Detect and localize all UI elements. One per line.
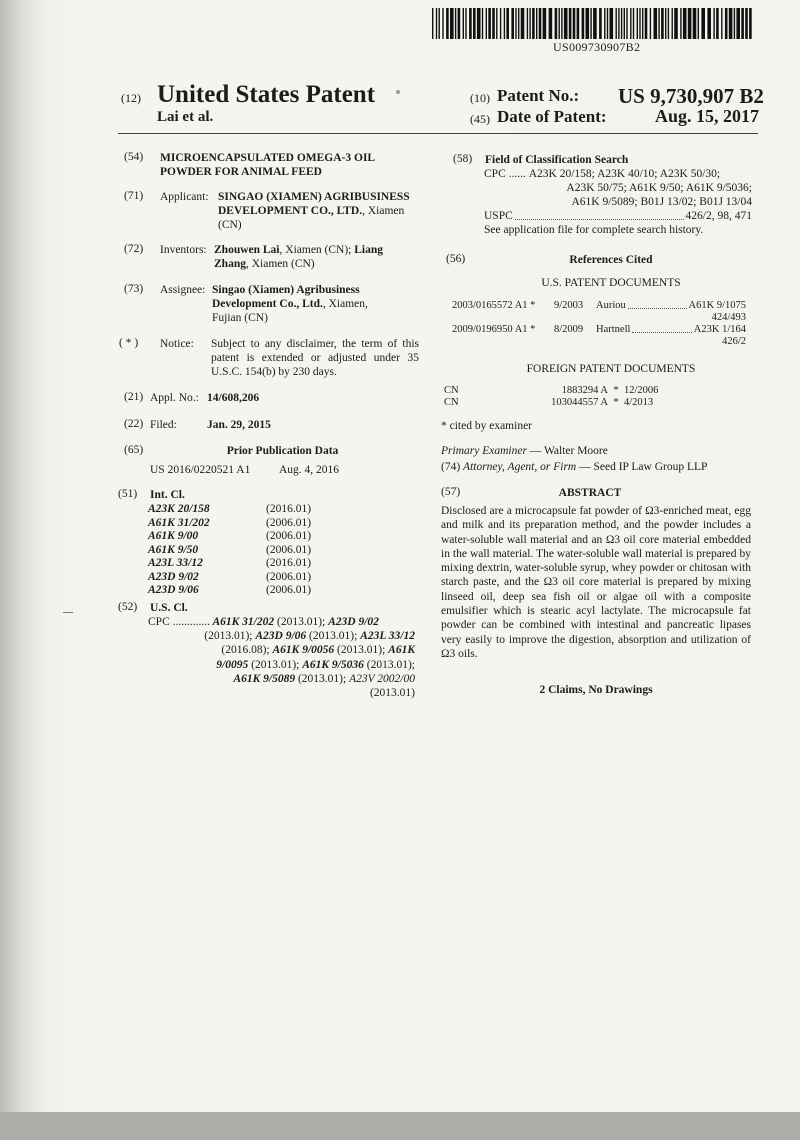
barcode-bar	[668, 8, 669, 39]
us-doc-class: A23K 1/164	[693, 324, 746, 335]
code-51: (51)	[118, 488, 138, 500]
barcode-bar	[683, 8, 687, 39]
us-cl-code: A23D 9/02	[328, 616, 379, 628]
int-cl-class: A23L 33/12	[148, 557, 203, 569]
barcode-bar	[639, 8, 640, 39]
barcode-bar	[458, 8, 461, 39]
code-58: (58)	[453, 153, 473, 165]
applicant-name: SINGAO (XIAMEN) AGRIBUSINESS DEVELOPMENT CO., LTD.	[218, 191, 410, 217]
barcode-bar	[661, 8, 664, 39]
barcode	[432, 8, 754, 39]
int-cl-row	[148, 543, 311, 557]
date-label: Date of Patent:	[497, 107, 607, 126]
barcode-bar	[482, 8, 483, 39]
prior-publication-heading: Prior Publication Data	[226, 445, 339, 457]
prior-publication-date: Aug. 4, 2016	[279, 464, 340, 476]
scanner-edge	[0, 1112, 800, 1140]
appl-no: 14/608,206	[207, 392, 260, 404]
foreign-doc-date: 12/2006	[624, 385, 659, 396]
code-21: (21)	[124, 391, 144, 403]
abstract-heading: ABSTRACT	[558, 487, 622, 499]
barcode-bar	[707, 8, 711, 39]
publication-number: US009730907B2	[553, 40, 641, 54]
code-12: (12)	[121, 91, 141, 105]
foreign-doc-number: 1883294 A	[561, 385, 608, 396]
attorney-label: Attorney, Agent, or Firm	[463, 461, 577, 473]
barcode-bar	[650, 8, 651, 39]
int-cl-version: (2006.01)	[266, 516, 312, 529]
prior-publication-number: US 2016/0220521 A1	[150, 464, 251, 476]
int-cl-class: A23K 20/158	[148, 503, 210, 515]
barcode-bar	[586, 8, 590, 39]
int-cl-version: (2016.01)	[266, 503, 312, 515]
barcode-bar	[432, 8, 433, 39]
int-cl-version: (2016.01)	[266, 557, 312, 569]
barcode-bar	[658, 8, 659, 39]
assignee-label: Assignee:	[160, 284, 206, 296]
barcode-bar	[492, 8, 495, 39]
barcode-bar	[559, 8, 560, 39]
us-doc-row	[452, 324, 746, 336]
int-cl-class: A23D 9/02	[148, 570, 199, 583]
barcode-bar	[488, 8, 491, 39]
code-54: (54)	[124, 151, 144, 163]
barcode-bar	[549, 8, 553, 39]
barcode-bar	[573, 8, 576, 39]
inventor-1: Zhouwen Lai	[214, 244, 280, 256]
cpc-dots: ......	[508, 168, 526, 180]
barcode-bar	[745, 8, 748, 39]
inventor-2-location: , Xiamen (CN)	[245, 258, 315, 270]
references-heading: References Cited	[569, 254, 653, 266]
us-doc-dots	[632, 324, 691, 333]
code-22: (22)	[124, 418, 144, 430]
us-doc-row	[452, 300, 746, 312]
int-cl-class: A61K 9/50	[148, 543, 199, 556]
barcode-bar	[590, 8, 591, 39]
barcode-bar	[506, 8, 509, 39]
us-docs-list	[452, 300, 746, 348]
int-cl-label: Int. Cl.	[150, 489, 185, 501]
barcode-bar	[477, 8, 481, 39]
code-72: (72)	[124, 243, 144, 255]
cpc-line: A61K 9/5089; B01J 13/02; B01J 13/04	[571, 196, 752, 208]
inventors-label: Inventors:	[160, 244, 207, 256]
barcode-bar	[463, 8, 464, 39]
code-45: (45)	[470, 112, 490, 126]
barcode-bar	[734, 8, 735, 39]
foreign-doc-mark: *	[613, 385, 619, 396]
code-71: (71)	[124, 190, 144, 202]
us-doc-dots	[628, 300, 687, 309]
code-56: (56)	[446, 253, 466, 265]
header-inventor: Lai et al.	[157, 109, 214, 125]
us-doc-class-2: 424/493	[711, 312, 746, 323]
us-doc-name: Hartnell	[596, 324, 631, 335]
barcode-bar	[465, 8, 466, 39]
barcode-bar	[529, 8, 530, 39]
code-notice: ( * )	[119, 337, 139, 349]
foreign-doc-mark: *	[613, 397, 619, 408]
us-cl-ver: (2013.01)	[369, 687, 415, 700]
barcode-bar	[604, 8, 605, 39]
assignee-name: Singao (Xiamen) Agribusiness Development Co., Ltd.	[212, 284, 360, 310]
foreign-doc-country: CN	[444, 385, 459, 396]
foreign-docs-heading: FOREIGN PATENT DOCUMENTS	[526, 363, 696, 375]
barcode-bar	[645, 8, 648, 39]
scan-speck	[396, 90, 400, 94]
code-65: (65)	[124, 444, 144, 456]
us-cl-ver: (2013.01);	[306, 630, 361, 643]
barcode-bar	[496, 8, 497, 39]
cpc-line: A23K 20/158; A23K 40/10; A23K 50/30;	[528, 168, 721, 180]
barcode-bar	[698, 8, 699, 39]
int-cl-list	[148, 502, 311, 597]
applicant-location: , Xiamen (CN)	[218, 205, 405, 231]
barcode-bar	[469, 8, 472, 39]
us-cl-ver: (2016.08);	[221, 644, 273, 657]
barcode-bar	[621, 8, 622, 39]
barcode-bar	[527, 8, 528, 39]
barcode-bar	[701, 8, 705, 39]
barcode-bar	[593, 8, 597, 39]
filed-date: Jan. 29, 2015	[207, 419, 271, 431]
us-cl-code: A23V 2002/00	[349, 672, 415, 685]
int-cl-version: (2006.01)	[266, 570, 312, 583]
barcode-bar	[582, 8, 585, 39]
code-57: (57)	[441, 486, 461, 498]
us-cl-code: A61K 9/0056	[272, 644, 335, 657]
barcode-bar	[536, 8, 537, 39]
barcode-bar	[504, 8, 505, 39]
barcode-bar	[515, 8, 516, 39]
barcode-bar	[607, 8, 608, 39]
us-cl-ver: (2013.01);	[334, 644, 389, 657]
us-doc-class-2: 426/2	[722, 336, 746, 347]
barcode-bar	[693, 8, 697, 39]
us-cl-cpc-label: CPC	[148, 616, 170, 628]
us-cl-ver: (2013.01);	[248, 658, 303, 671]
examiner-name: — Walter Moore	[526, 445, 608, 457]
barcode-bar	[672, 8, 673, 39]
cpc-label: CPC	[484, 168, 506, 180]
us-doc-class: A61K 9/1075	[688, 300, 746, 311]
barcode-bar	[577, 8, 580, 39]
us-cl-block	[148, 615, 415, 700]
barcode-bar	[741, 8, 744, 39]
barcode-bar	[618, 8, 619, 39]
barcode-bar	[642, 8, 643, 39]
examiner-label: Primary Examiner	[441, 445, 527, 457]
code-74: (74)	[441, 461, 461, 473]
invention-title: MICROENCAPSULATED OMEGA-3 OIL POWDER FOR ANIMAL FEED	[160, 152, 375, 178]
barcode-bar	[654, 8, 658, 39]
us-cl-code: A61K 31/202	[210, 616, 275, 628]
barcode-bar	[455, 8, 456, 39]
us-cl-code: A23D 9/06	[255, 630, 307, 643]
barcode-bar	[680, 8, 681, 39]
us-cl-code: A61K 9/5036	[302, 658, 364, 671]
us-cl-ver: (2013.01);	[295, 672, 350, 685]
patent-no-label: Patent No.:	[497, 86, 580, 105]
attorney	[441, 460, 707, 474]
barcode-bar	[518, 8, 519, 39]
barcode-bar	[674, 8, 678, 39]
foreign-doc-row	[444, 385, 664, 397]
filed-label: Filed:	[150, 419, 177, 431]
barcode-bar	[626, 8, 627, 39]
inventors	[214, 243, 414, 271]
barcode-bar	[610, 8, 614, 39]
barcode-bar	[521, 8, 525, 39]
barcode-bar	[561, 8, 562, 39]
us-cl-ver: (2013.01);	[204, 630, 256, 643]
barcode-bar	[665, 8, 666, 39]
patent-number: US 9,730,907 B2	[618, 84, 764, 108]
see-application: See application file for complete search history.	[484, 224, 704, 236]
int-cl-version: (2006.01)	[266, 530, 312, 542]
uspc-label: USPC	[484, 210, 513, 222]
barcode-bar	[539, 8, 542, 39]
barcode-bar	[439, 8, 440, 39]
barcode-bar	[688, 8, 692, 39]
cpc-search	[484, 167, 752, 237]
assignee	[212, 283, 394, 325]
us-docs-heading: U.S. PATENT DOCUMENTS	[541, 277, 681, 289]
barcode-bar	[532, 8, 535, 39]
header-divider	[118, 133, 758, 134]
int-cl-version: (2006.01)	[266, 543, 312, 556]
barcode-bar	[569, 8, 572, 39]
int-cl-row	[148, 502, 311, 516]
int-cl-row	[148, 529, 311, 543]
field-search-heading: Field of Classification Search	[485, 154, 629, 166]
us-cl-ver: (2013.01);	[274, 616, 329, 628]
barcode-bar	[725, 8, 728, 39]
applicant	[218, 190, 423, 232]
attorney-name: — Seed IP Law Group LLP	[576, 461, 708, 473]
barcode-bar	[511, 8, 514, 39]
inventor-2: Liang Zhang	[214, 244, 384, 270]
us-doc-number: 2009/0196950 A1 *	[452, 324, 536, 335]
primary-examiner	[441, 444, 608, 458]
foreign-doc-row	[444, 397, 664, 409]
us-doc-date: 9/2003	[554, 300, 584, 311]
barcode-bar	[749, 8, 752, 39]
inventor-1-location: , Xiamen (CN);	[279, 244, 355, 256]
barcode-bar	[713, 8, 714, 39]
barcode-bar	[442, 8, 443, 39]
patent-date: Aug. 15, 2017	[655, 106, 760, 126]
cpc-line: A23K 50/75; A61K 9/50; A61K 9/5036;	[566, 182, 752, 194]
barcode-bar	[473, 8, 476, 39]
int-cl-row	[148, 570, 311, 584]
barcode-bar	[637, 8, 638, 39]
int-cl-row	[148, 516, 311, 530]
us-cl-code: A23L 33/12	[360, 630, 415, 643]
patent-type-title: United States Patent	[157, 81, 376, 108]
notice-label: Notice:	[160, 338, 194, 350]
barcode-bar	[624, 8, 625, 39]
barcode-bar	[716, 8, 719, 39]
us-cl-dots: .............	[172, 616, 210, 628]
cited-by-examiner: * cited by examiner	[441, 420, 533, 432]
int-cl-class: A23D 9/06	[148, 584, 199, 596]
code-10: (10)	[470, 91, 490, 105]
int-cl-class: A61K 31/202	[148, 516, 210, 529]
foreign-docs-list	[444, 385, 664, 409]
barcode-bar	[555, 8, 558, 39]
barcode-bar	[599, 8, 602, 39]
barcode-bar	[633, 8, 634, 39]
int-cl-version: (2006.01)	[266, 584, 312, 596]
applicant-label: Applicant:	[160, 191, 209, 203]
barcode-bar	[543, 8, 547, 39]
barcode-bar	[500, 8, 501, 39]
us-cl-ver: (2013.01);	[363, 658, 415, 671]
us-doc-date: 8/2009	[554, 324, 584, 335]
barcode-bar	[486, 8, 487, 39]
barcode-bar	[616, 8, 617, 39]
claims-summary: 2 Claims, No Drawings	[539, 684, 653, 696]
int-cl-row	[148, 556, 311, 570]
uspc-value: 426/2, 98, 471	[685, 210, 752, 222]
scan-mark	[63, 612, 73, 613]
appl-no-label: Appl. No.:	[150, 392, 199, 404]
foreign-doc-country: CN	[444, 397, 459, 408]
us-cl-label: U.S. Cl.	[150, 602, 188, 614]
assignee-location: , Xiamen, Fujian (CN)	[212, 298, 368, 324]
us-doc-number: 2003/0165572 A1 *	[452, 300, 536, 311]
abstract-text: Disclosed are a microcapsule fat powder of Ω3-enriched meat, egg and milk and its preparation method, and the powder includes a water-soluble wall material and an Ω3 oil core material embedded in the wall material. The water-soluble wall material is prepared by mixing dextrin, water-soluble syrup, whey powder or chitosan with starch paste, and the Ω3 oil core material is prepared by mixing linseed oil, deep sea fish oil or algae oil with a composite emulsifier which is stearic acyl lactylate. The microcapsule fat powder can be combined with intestinal and pancreatic lipases very easily to improve the digestion, absorption and utilization of Ω3 oils.	[441, 505, 751, 660]
code-52: (52)	[118, 601, 138, 613]
code-73: (73)	[124, 283, 144, 295]
us-cl-code: 9/0095	[216, 658, 249, 671]
barcode-bar	[564, 8, 568, 39]
us-doc-row-cont	[452, 312, 746, 324]
us-cl-code: A61K	[388, 644, 415, 657]
us-cl-code: A61K 9/5089	[233, 672, 296, 685]
barcode-bar	[446, 8, 449, 39]
barcode-bar	[436, 8, 437, 39]
notice-text: Subject to any disclaimer, the term of this patent is extended or adjusted under 35 U.S.C. 154(b) by 230 days.	[211, 338, 419, 378]
barcode-bar	[630, 8, 631, 39]
barcode-bar	[736, 8, 740, 39]
int-cl-row	[148, 583, 311, 597]
barcode-bar	[450, 8, 454, 39]
us-doc-row-cont	[452, 336, 746, 348]
us-doc-name: Auriou	[596, 300, 626, 311]
barcode-bar	[721, 8, 722, 39]
uspc-dots	[515, 209, 684, 220]
foreign-doc-date: 4/2013	[624, 397, 654, 408]
barcode-bar	[729, 8, 733, 39]
int-cl-class: A61K 9/00	[148, 530, 199, 542]
foreign-doc-number: 103044557 A	[551, 397, 608, 408]
